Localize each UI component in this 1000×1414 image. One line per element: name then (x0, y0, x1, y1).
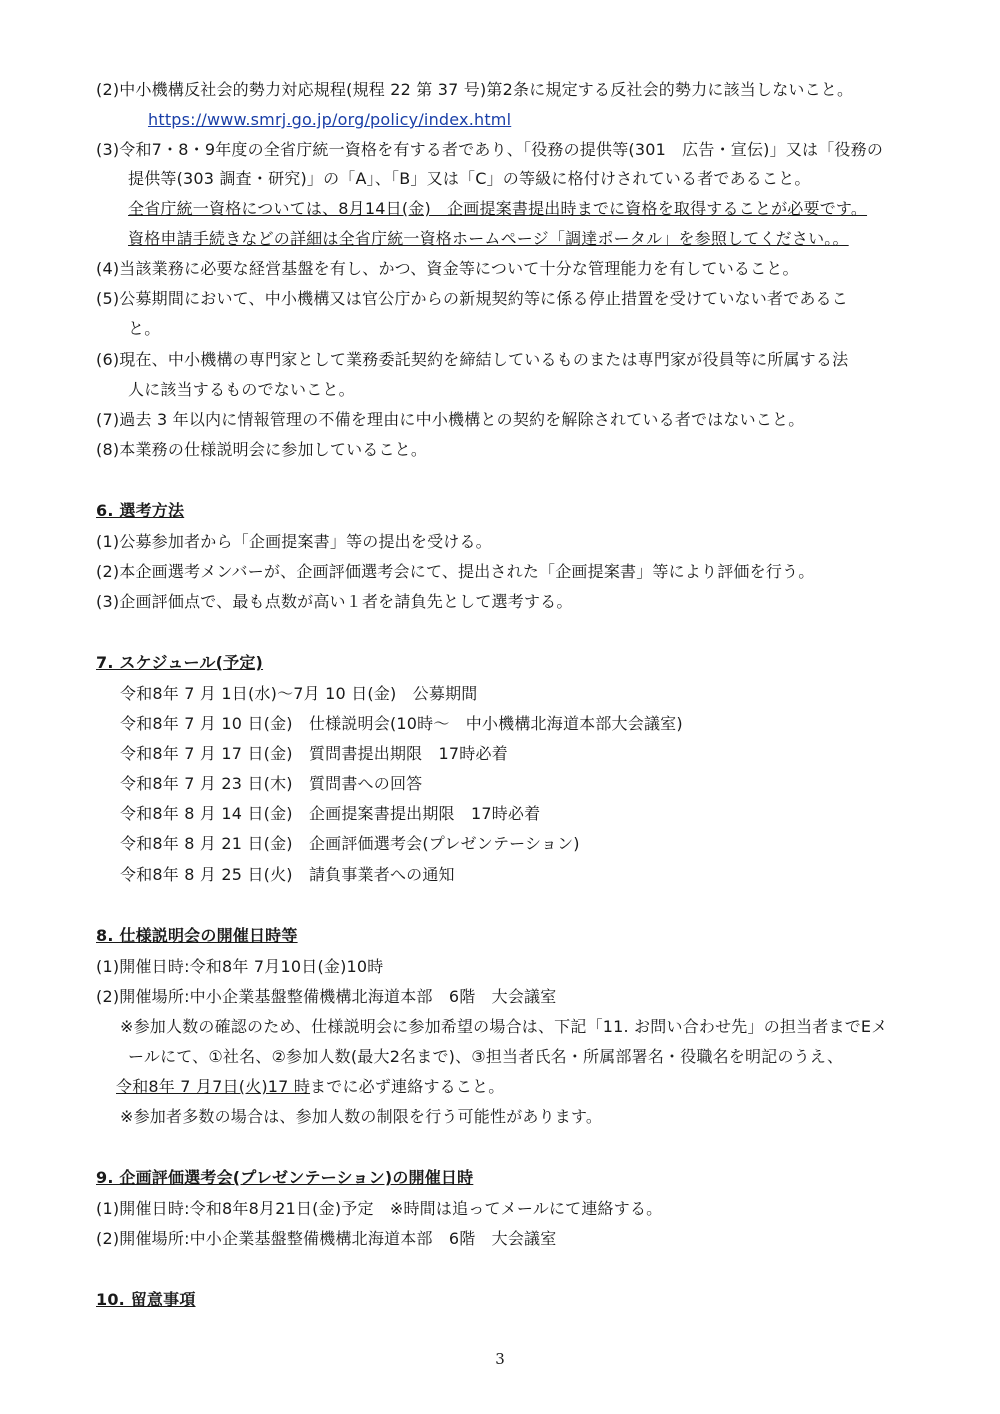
req-item-6-line1: (6)現在、中小機構の専門家として業務委託契約を締結しているものまたは専門家が役員等に所属する法 (96, 350, 849, 369)
page-number: 3 (495, 1350, 505, 1368)
req-item-2: (2)中小機構反社会的勢力対応規程(規程 22 第 37 号)第2条に規定する反社会的勢力に該当しないこと。 (96, 80, 854, 99)
briefing-deadline: 令和8年 7 月7日(火)17 時 (116, 1077, 311, 1096)
schedule-row: 令和8年 7 月 1日(水)～7月 10 日(金) 公募期間 (120, 684, 478, 703)
req-item-7: (7)過去 3 年以内に情報管理の不備を理由に中小機構との契約を解除されている者ではないこと。 (96, 410, 805, 429)
presentation-venue: (2)開催場所:中小企業基盤整備機構北海道本部 6階 大会議室 (96, 1229, 557, 1248)
sec6-item: (1)公募参加者から「企画提案書」等の提出を受ける。 (96, 532, 492, 551)
briefing-venue: (2)開催場所:中小企業基盤整備機構北海道本部 6階 大会議室 (96, 987, 557, 1006)
briefing-note-1-line2: ールにて、①社名、②参加人数(最大2名まで)、③担当者氏名・所属部署名・役職名を明記のうえ、 (128, 1047, 844, 1066)
section-7-heading: 7. スケジュール(予定) (96, 653, 264, 672)
schedule-row: 令和8年 8 月 25 日(火) 請負事業者への通知 (120, 865, 455, 884)
briefing-deadline-rest: までに必ず連絡すること。 (310, 1077, 505, 1096)
briefing-datetime: (1)開催日時:令和8年 7月10日(金)10時 (96, 957, 384, 976)
req-item-3-line2: 提供等(303 調査・研究)」の「A」、「B」又は「C」の等級に格付けされている者であること。 (128, 169, 811, 188)
req-item-4: (4)当該業務に必要な経営基盤を有し、かつ、資金等について十分な管理能力を有していること。 (96, 259, 799, 278)
policy-link[interactable]: https://www.smrj.go.jp/org/policy/index.html (148, 110, 512, 129)
section-9-heading: 9. 企画評価選考会(プレゼンテーション)の開催日時 (96, 1168, 474, 1187)
section-6-heading: 6. 選考方法 (96, 501, 185, 520)
schedule-row: 令和8年 7 月 23 日(木) 質問書への回答 (120, 774, 423, 793)
schedule-row: 令和8年 7 月 17 日(金) 質問書提出期限 17時必着 (120, 744, 508, 763)
schedule-row: 令和8年 8 月 21 日(金) 企画評価選考会(プレゼンテーション) (120, 834, 580, 853)
req-item-3-line1: (3)令和7・8・9年度の全省庁統一資格を有する者であり、「役務の提供等(301 広告・宣伝)」又は「役務の (96, 140, 884, 159)
req-item-5-line2: と。 (128, 319, 161, 338)
section-8-heading: 8. 仕様説明会の開催日時等 (96, 926, 298, 945)
section-10-heading: 10. 留意事項 (96, 1290, 196, 1309)
req-item-3-note2: 資格申請手続きなどの詳細は全省庁統一資格ホームページ「調達ポータル」を参照してください。。 (128, 229, 849, 248)
briefing-deadline-line (116, 1076, 504, 1098)
briefing-note-2: ※参加者多数の場合は、参加人数の制限を行う可能性があります。 (120, 1107, 603, 1126)
sec6-item: (3)企画評価点で、最も点数が高い１者を請負先として選考する。 (96, 592, 573, 611)
schedule-row: 令和8年 8 月 14 日(金) 企画提案書提出期限 17時必着 (120, 804, 541, 823)
briefing-note-1-line1: ※参加人数の確認のため、仕様説明会に参加希望の場合は、下記「11. お問い合わせ先」の担当者までEメ (120, 1017, 888, 1036)
req-item-3-note1: 全省庁統一資格については、8月14日(金) 企画提案書提出時までに資格を取得することが必要です。 (128, 199, 868, 218)
req-item-5-line1: (5)公募期間において、中小機構又は官公庁からの新規契約等に係る停止措置を受けていない者であるこ (96, 289, 848, 308)
req-item-6-line2: 人に該当するものでないこと。 (128, 380, 355, 399)
presentation-datetime: (1)開催日時:令和8年8月21日(金)予定 ※時間は追ってメールにて連絡する。 (96, 1199, 663, 1218)
req-item-8: (8)本業務の仕様説明会に参加していること。 (96, 440, 428, 459)
sec6-item: (2)本企画選考メンバーが、企画評価選考会にて、提出された「企画提案書」等により評価を行う。 (96, 562, 815, 581)
schedule-row: 令和8年 7 月 10 日(金) 仕様説明会(10時～ 中小機構北海道本部大会議室) (120, 714, 683, 733)
